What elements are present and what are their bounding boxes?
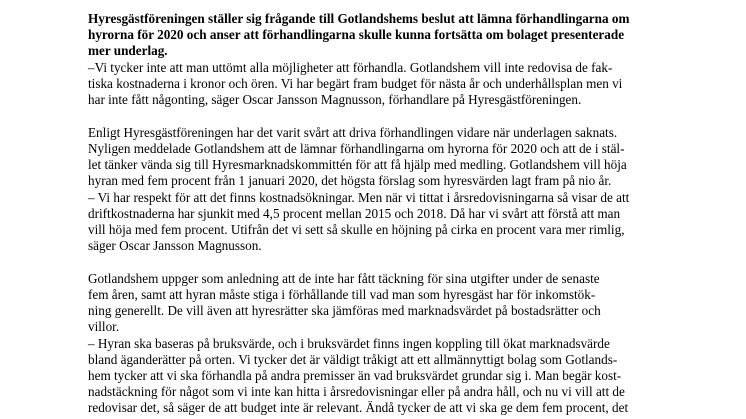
body-paragraph-2 (88, 125, 688, 255)
press-release-page (88, 11, 688, 417)
body-line: bland äganderätter på orten. Vi tycker det är väldigt tråkigt att ett allmännyttigt bolag som Gotlands- (88, 351, 618, 367)
paragraph-gap (88, 108, 688, 125)
body-line: har inte fått någonting, säger Oscar Jansson Magnusson, förhandlare på Hyresgästföreningen. (88, 92, 582, 108)
paragraph-gap (88, 254, 688, 271)
lead-paragraph (88, 11, 688, 60)
body-line: fem åren, samt att hyran måste stiga i förhållande till vad man som hyresgäst har för inkomstök- (88, 287, 596, 303)
body-line: let tänker vända sig till Hyresmarknadskommittén för att få hjälp med medling. Gotlandshem vill höja (88, 157, 627, 173)
body-line: hem tycker att vi ska förhandla på andra premisser än vad bruksvärdet grundar sig i. Man begär kost- (88, 368, 622, 384)
lead-line: mer underlag. (88, 43, 168, 59)
body-line: tiska kostnaderna i kronor och ören. Vi har begärt fram budget för nästa år och underhållsplan men vi (88, 75, 623, 91)
body-line: Enligt Hyresgästföreningen har det varit svårt att driva förhandlingen vidare när underlagen saknats. (88, 124, 618, 140)
body-paragraph-3 (88, 271, 688, 417)
body-line: –Vi tycker inte att man uttömt alla möjligheter att förhandla. Gotlandshem vill inte redovisa de fak- (88, 59, 613, 75)
body-line: vill höja med fem procent. Utifrån det vi sett så skulle en höjning på cirka en procent vara mer rimlig, (88, 221, 625, 237)
body-line: redovisar det, så säger de att budget inte är relevant. Ändå tycker de att vi ska ge dem fem procent, det (88, 400, 629, 416)
body-line: driftkostnaderna har sjunkit med 4,5 procent mellan 2015 och 2018. Då har vi svårt att förstå att man (88, 205, 621, 221)
body-line: nadstäckning för något som vi inte kan hitta i årsredovisningar eller på andra håll, och nu vi vill att de (88, 384, 625, 400)
body-line: Nyligen meddelade Gotlandshem att de lämnar förhandlingarna om hyrorna för 2020 och att de i stäl- (88, 140, 625, 156)
body-line: ning generellt. De vill även att hyresrätter ska jämföras med marknadsvärdet på bostadsrätter och (88, 303, 601, 319)
body-line: säger Oscar Jansson Magnusson. (88, 238, 262, 254)
lead-line: Hyresgästföreningen ställer sig frågande till Gotlandshems beslut att lämna förhandlingarna om (88, 11, 630, 26)
quote-paragraph-1 (88, 60, 688, 109)
body-line: villor. (88, 319, 120, 335)
body-line: hyran med fem procent från 1 januari 2020, det högsta förslag som hyresvärden lagt fram på nio år. (88, 173, 612, 189)
lead-line: hyrorna för 2020 och anser att förhandlingarna skulle kunna fortsätta om bolaget presenterade (88, 27, 625, 43)
body-line: Gotlandshem uppger som anledning att de inte har fått täckning för sina utgifter under de senaste (88, 270, 600, 286)
body-line: – Vi har respekt för att det finns kostnadsökningar. Men när vi tittat i årsredovisningarna så visar de att (88, 189, 630, 205)
body-line: – Hyran ska baseras på bruksvärde, och i bruksvärdet finns ingen koppling till ökat marknadsvärde (88, 335, 610, 351)
